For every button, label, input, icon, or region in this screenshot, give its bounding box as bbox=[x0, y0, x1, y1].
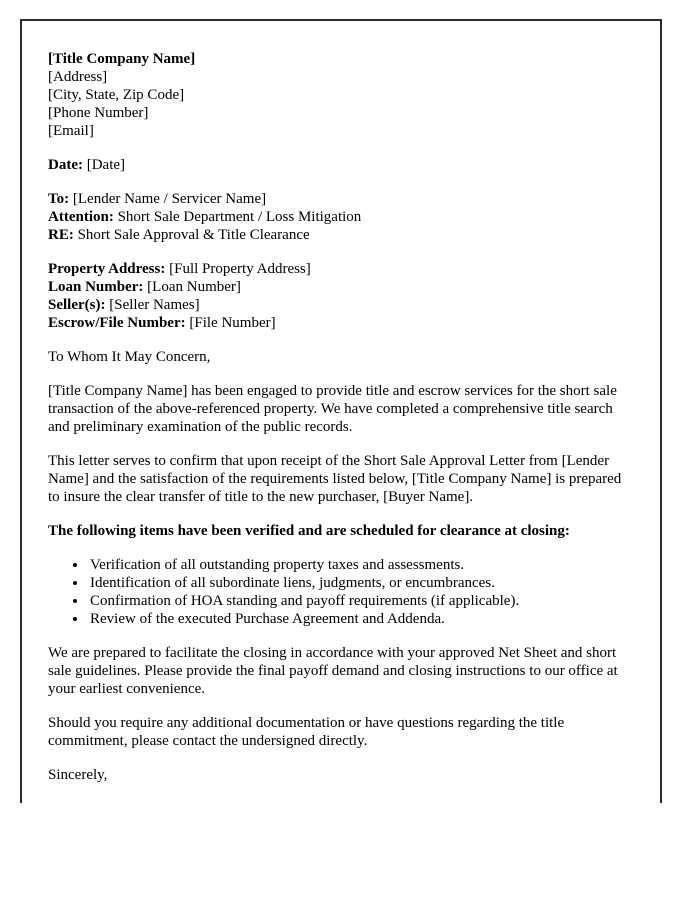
to-value: [Lender Name / Servicer Name] bbox=[72, 191, 267, 207]
checklist-item-liens: • Identification of all subordinate liens, judgments, or encumbrances. bbox=[88, 574, 632, 592]
sellers-label: Seller(s): bbox=[48, 297, 106, 313]
checklist bbox=[48, 556, 632, 628]
re-value: Short Sale Approval & Title Clearance bbox=[77, 227, 310, 243]
escrow-file-number-value: [File Number] bbox=[189, 315, 276, 331]
body-paragraph-1: [Title Company Name] has been engaged to provide title and escrow services for the short sale transaction of the above-referenced property. We have completed a comprehensive title search and preliminary examination of the public records. bbox=[48, 383, 617, 435]
escrow-file-number-label: Escrow/File Number: bbox=[48, 315, 186, 331]
sellers-value: [Seller Names] bbox=[109, 297, 200, 313]
attention-line bbox=[48, 208, 632, 226]
checklist-item-hoa: • Confirmation of HOA standing and payoff requirements (if applicable). bbox=[88, 592, 632, 610]
company-city-state-zip: [City, State, Zip Code] bbox=[48, 87, 185, 103]
loan-number-line bbox=[48, 278, 632, 296]
body-paragraph-2: This letter serves to confirm that upon receipt of the Short Sale Approval Letter from [Lender Name] and the satisfaction of the requirements listed below, [Title Company Name] is prepared to insure the clear transfer of title to the new purchaser, [Buyer Name]. bbox=[48, 453, 622, 505]
company-email: [Email] bbox=[48, 123, 94, 139]
checklist-heading: The following items have been verified and are scheduled for clearance at closing: bbox=[48, 523, 570, 539]
company-address: [Address] bbox=[48, 69, 108, 85]
salutation: To Whom It May Concern, bbox=[48, 349, 211, 365]
reference-block bbox=[48, 260, 632, 332]
checklist-item-taxes: • Verification of all outstanding property taxes and assessments. bbox=[88, 556, 632, 574]
signoff: Sincerely, bbox=[48, 767, 108, 783]
property-address-label: Property Address: bbox=[48, 261, 166, 277]
date-value: [Date] bbox=[86, 157, 126, 173]
loan-number-label: Loan Number: bbox=[48, 279, 144, 295]
letter-page bbox=[20, 19, 662, 803]
body-paragraph-3: We are prepared to facilitate the closing in accordance with your approved Net Sheet and short sale guidelines. Please provide the final payoff demand and closing instructions to our office at your earliest convenience. bbox=[48, 645, 618, 697]
property-address-line bbox=[48, 260, 632, 278]
checklist-item-purchase-agreement: • Review of the executed Purchase Agreement and Addenda. bbox=[88, 610, 632, 628]
attention-label: Attention: bbox=[48, 209, 114, 225]
property-address-value: [Full Property Address] bbox=[169, 261, 311, 277]
to-label: To: bbox=[48, 191, 70, 207]
date-block bbox=[48, 156, 632, 174]
date-line bbox=[48, 156, 632, 174]
company-name: [Title Company Name] bbox=[48, 51, 196, 67]
escrow-file-number-line bbox=[48, 314, 632, 332]
re-label: RE: bbox=[48, 227, 74, 243]
re-line bbox=[48, 226, 632, 244]
sellers-line bbox=[48, 296, 632, 314]
attention-value: Short Sale Department / Loss Mitigation bbox=[117, 209, 362, 225]
company-phone: [Phone Number] bbox=[48, 105, 149, 121]
recipient-block bbox=[48, 190, 632, 244]
date-label: Date: bbox=[48, 157, 83, 173]
body-paragraph-4: Should you require any additional documentation or have questions regarding the title commitment, please contact the undersigned directly. bbox=[48, 715, 565, 749]
to-line bbox=[48, 190, 632, 208]
sender-header bbox=[48, 50, 632, 140]
loan-number-value: [Loan Number] bbox=[147, 279, 241, 295]
